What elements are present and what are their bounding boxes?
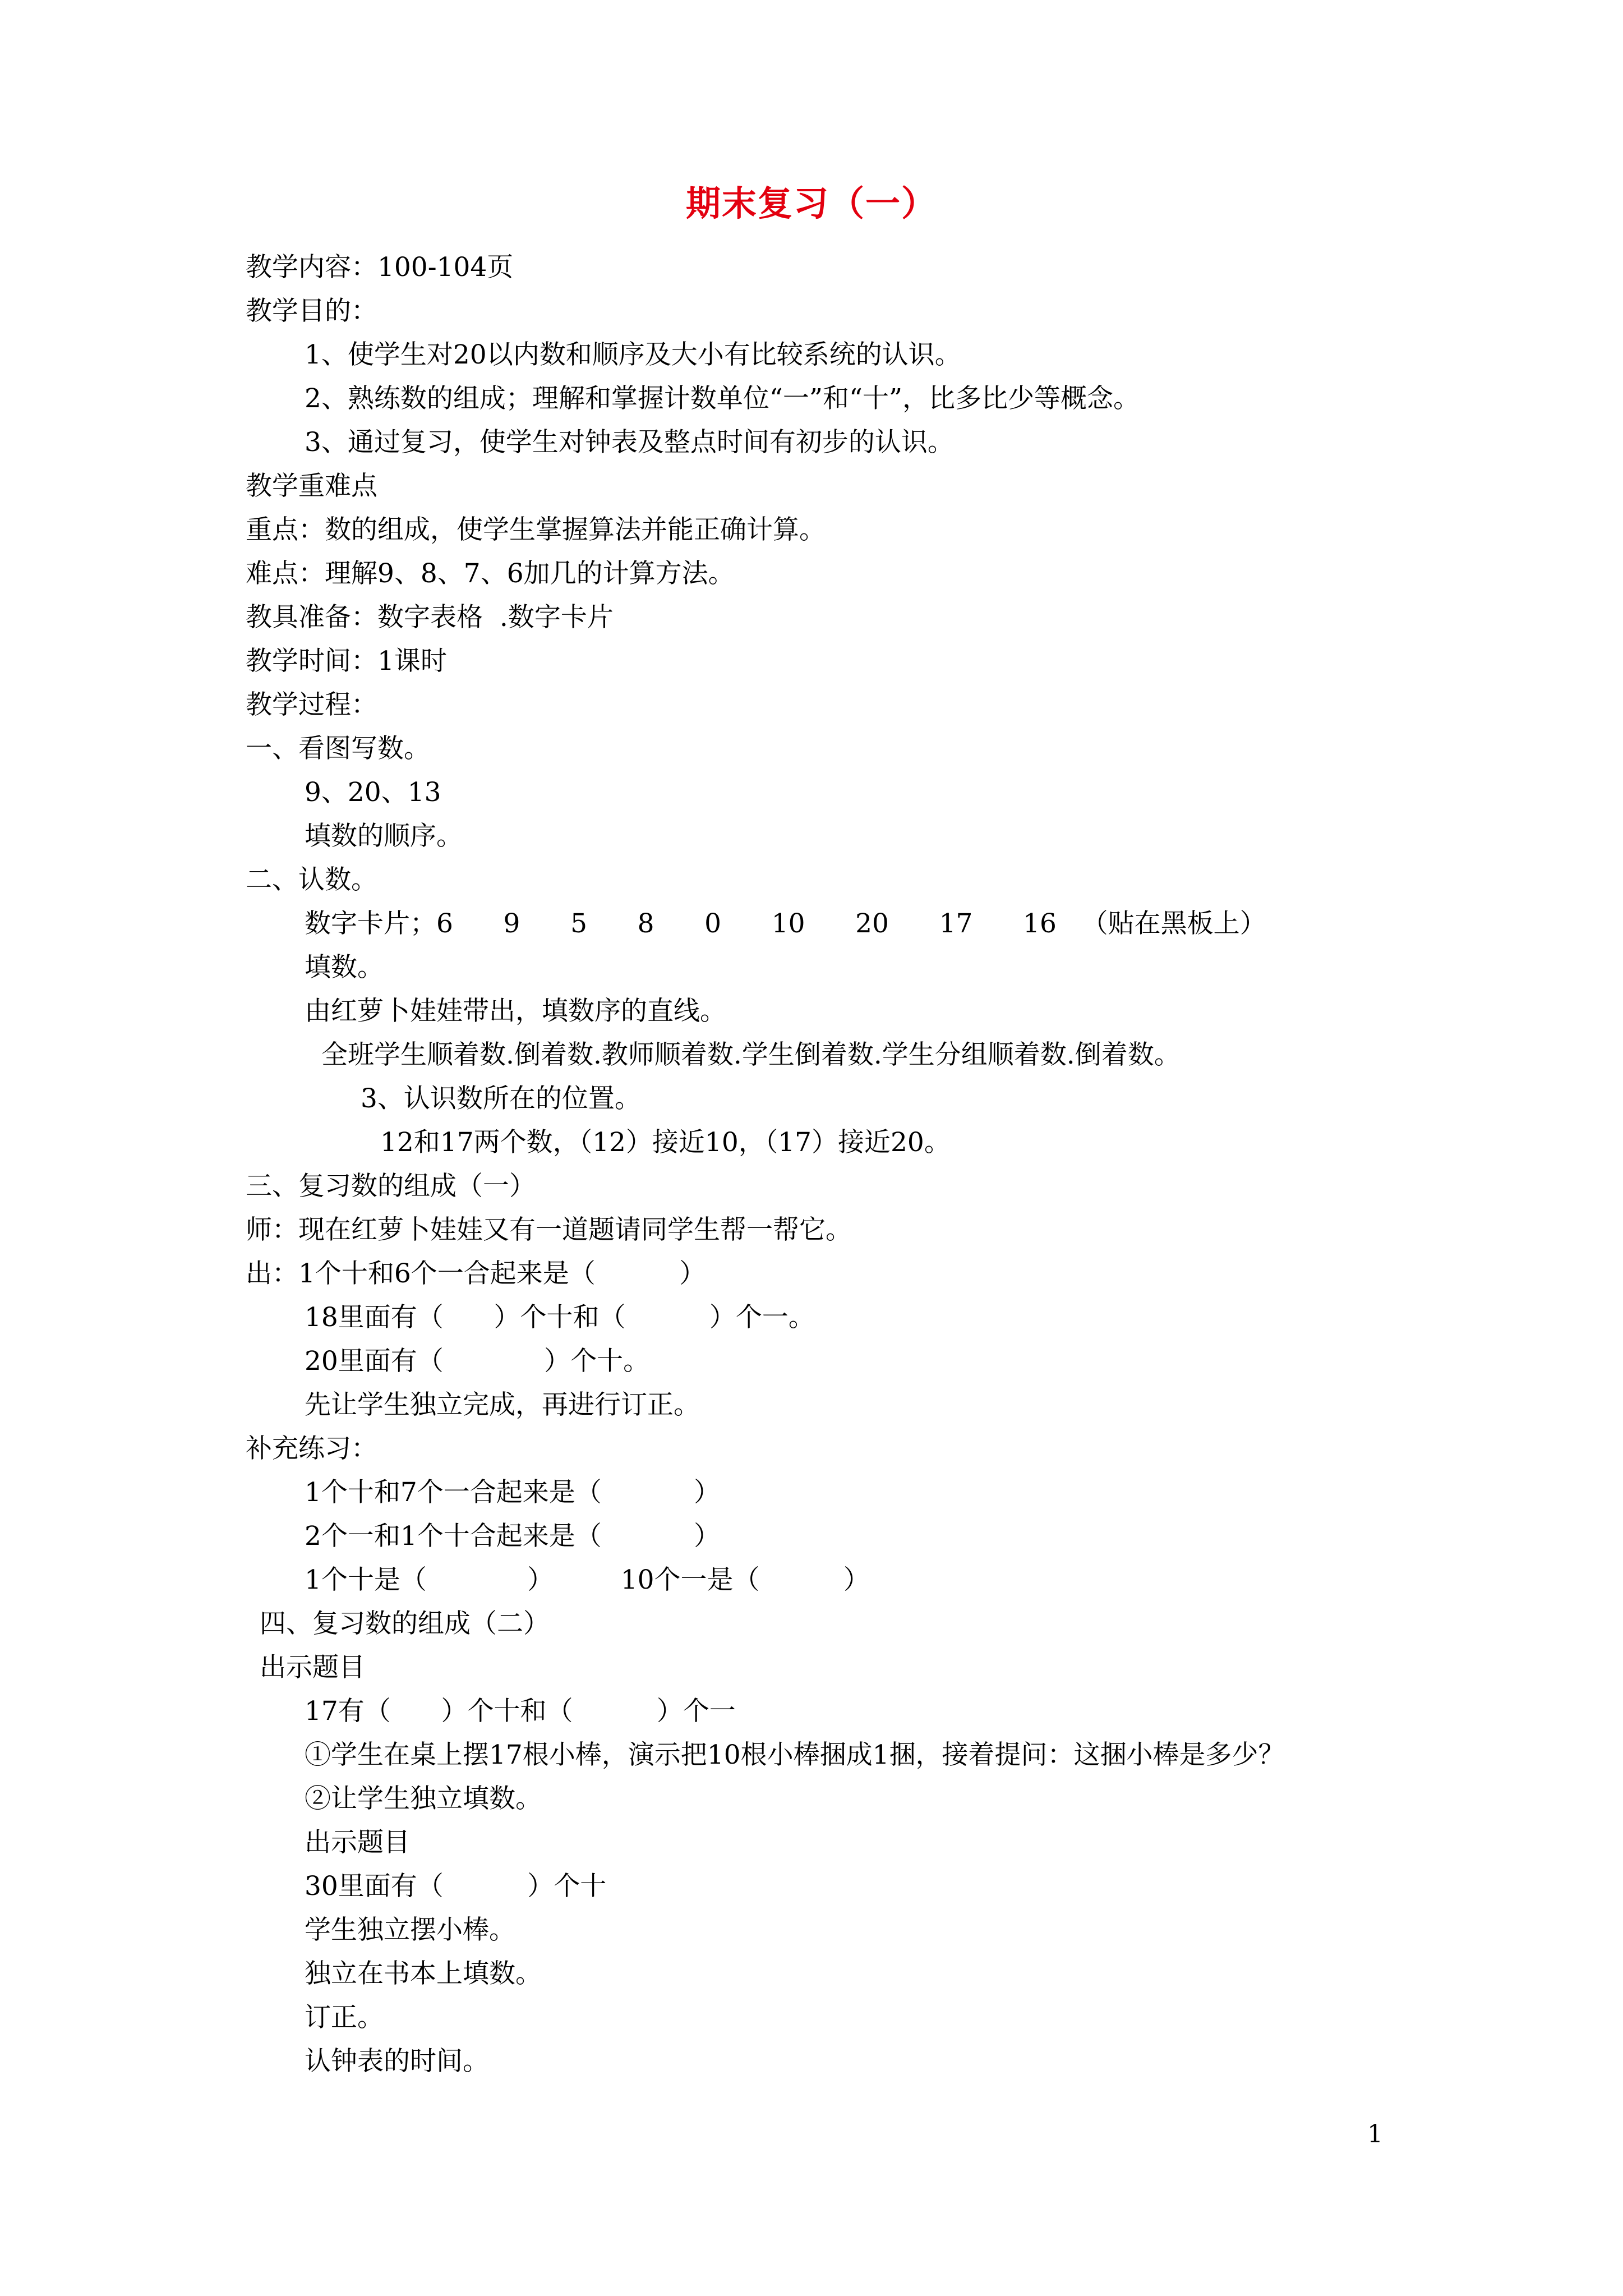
difficult-point: 难点：理解9、8、7、6加几的计算方法。 xyxy=(246,558,735,589)
show-problem-heading: 出示题目 xyxy=(260,1652,365,1683)
numbers-line: 9、20、13 xyxy=(305,777,441,808)
arrange-sticks: 学生独立摆小棒。 xyxy=(305,1915,515,1945)
teaching-content: 教学内容：100-104页 xyxy=(246,252,514,283)
position-example: 12和17两个数，（12）接近10，（17）接近20。 xyxy=(380,1127,951,1158)
number-cards-line: 数字卡片；6 9 5 8 0 10 20 17 16 （贴在黑板上） xyxy=(305,908,1266,939)
teaching-aids: 教具准备：数字表格 .数字卡片 xyxy=(246,602,614,633)
document-title: 期末复习（一） xyxy=(685,183,937,224)
key-points-heading: 教学重难点 xyxy=(246,471,377,501)
section-3-heading: 三、复习数的组成（一） xyxy=(246,1171,536,1202)
extra-practice-heading: 补充练习： xyxy=(246,1433,377,1464)
teaching-time: 教学时间：1课时 xyxy=(246,646,447,677)
page-number: 1 xyxy=(1367,2120,1383,2148)
number-line-intro: 由红萝卜娃娃带出，填数序的直线。 xyxy=(305,996,726,1027)
correct-line: 订正。 xyxy=(305,2002,384,2033)
fill-in-book: 独立在书本上填数。 xyxy=(305,1958,542,1989)
teaching-process-heading: 教学过程： xyxy=(246,689,377,720)
exercise-1: 出：1个十和6个一合起来是（ ） xyxy=(246,1258,706,1289)
correction-line: 先让学生独立完成，再进行订正。 xyxy=(305,1389,700,1420)
key-point: 重点：数的组成，使学生掌握算法并能正确计算。 xyxy=(246,514,826,545)
extra-practice-3: 1个十是（ ） 10个一是（ ） xyxy=(305,1565,870,1595)
section-1-heading: 一、看图写数。 xyxy=(246,733,430,764)
goal-2: 2、熟练数的组成；理解和掌握计数单位“一”和“十”，比多比少等概念。 xyxy=(305,383,1140,414)
section-2-heading: 二、认数。 xyxy=(246,864,377,895)
extra-practice-1: 1个十和7个一合起来是（ ） xyxy=(305,1477,721,1508)
clock-time-line: 认钟表的时间。 xyxy=(305,2046,489,2077)
goal-3: 3、通过复习，使学生对钟表及整点时间有初步的认识。 xyxy=(305,427,954,458)
problem-30: 30里面有（ ）个十 xyxy=(305,1871,607,1902)
sticks-demo: ①学生在桌上摆17根小棒，演示把10根小棒捆成1捆，接着提问：这捆小棒是多少？ xyxy=(305,1740,1285,1770)
independent-fill: ②让学生独立填数。 xyxy=(305,1783,542,1814)
position-heading: 3、认识数所在的位置。 xyxy=(361,1083,641,1114)
section-4-heading: 四、复习数的组成（二） xyxy=(260,1608,550,1639)
counting-activity: 全班学生顺着数.倒着数.教师顺着数.学生倒着数.学生分组顺着数.倒着数。 xyxy=(321,1039,1181,1070)
problem-17: 17有（ ）个十和（ ）个一 xyxy=(305,1696,736,1727)
fill-order-line: 填数的顺序。 xyxy=(305,821,463,852)
show-problem-heading-2: 出示题目 xyxy=(305,1827,410,1858)
fill-numbers-line: 填数。 xyxy=(305,952,384,983)
teacher-line: 师：现在红萝卜娃娃又有一道题请同学生帮一帮它。 xyxy=(246,1214,852,1245)
teaching-goals-heading: 教学目的： xyxy=(246,296,377,326)
exercise-2: 18里面有（ ）个十和（ ）个一。 xyxy=(305,1302,815,1333)
goal-1: 1、使学生对20以内数和顺序及大小有比较系统的认识。 xyxy=(305,339,961,370)
exercise-3: 20里面有（ ）个十。 xyxy=(305,1346,650,1377)
extra-practice-2: 2个一和1个十合起来是（ ） xyxy=(305,1521,721,1552)
